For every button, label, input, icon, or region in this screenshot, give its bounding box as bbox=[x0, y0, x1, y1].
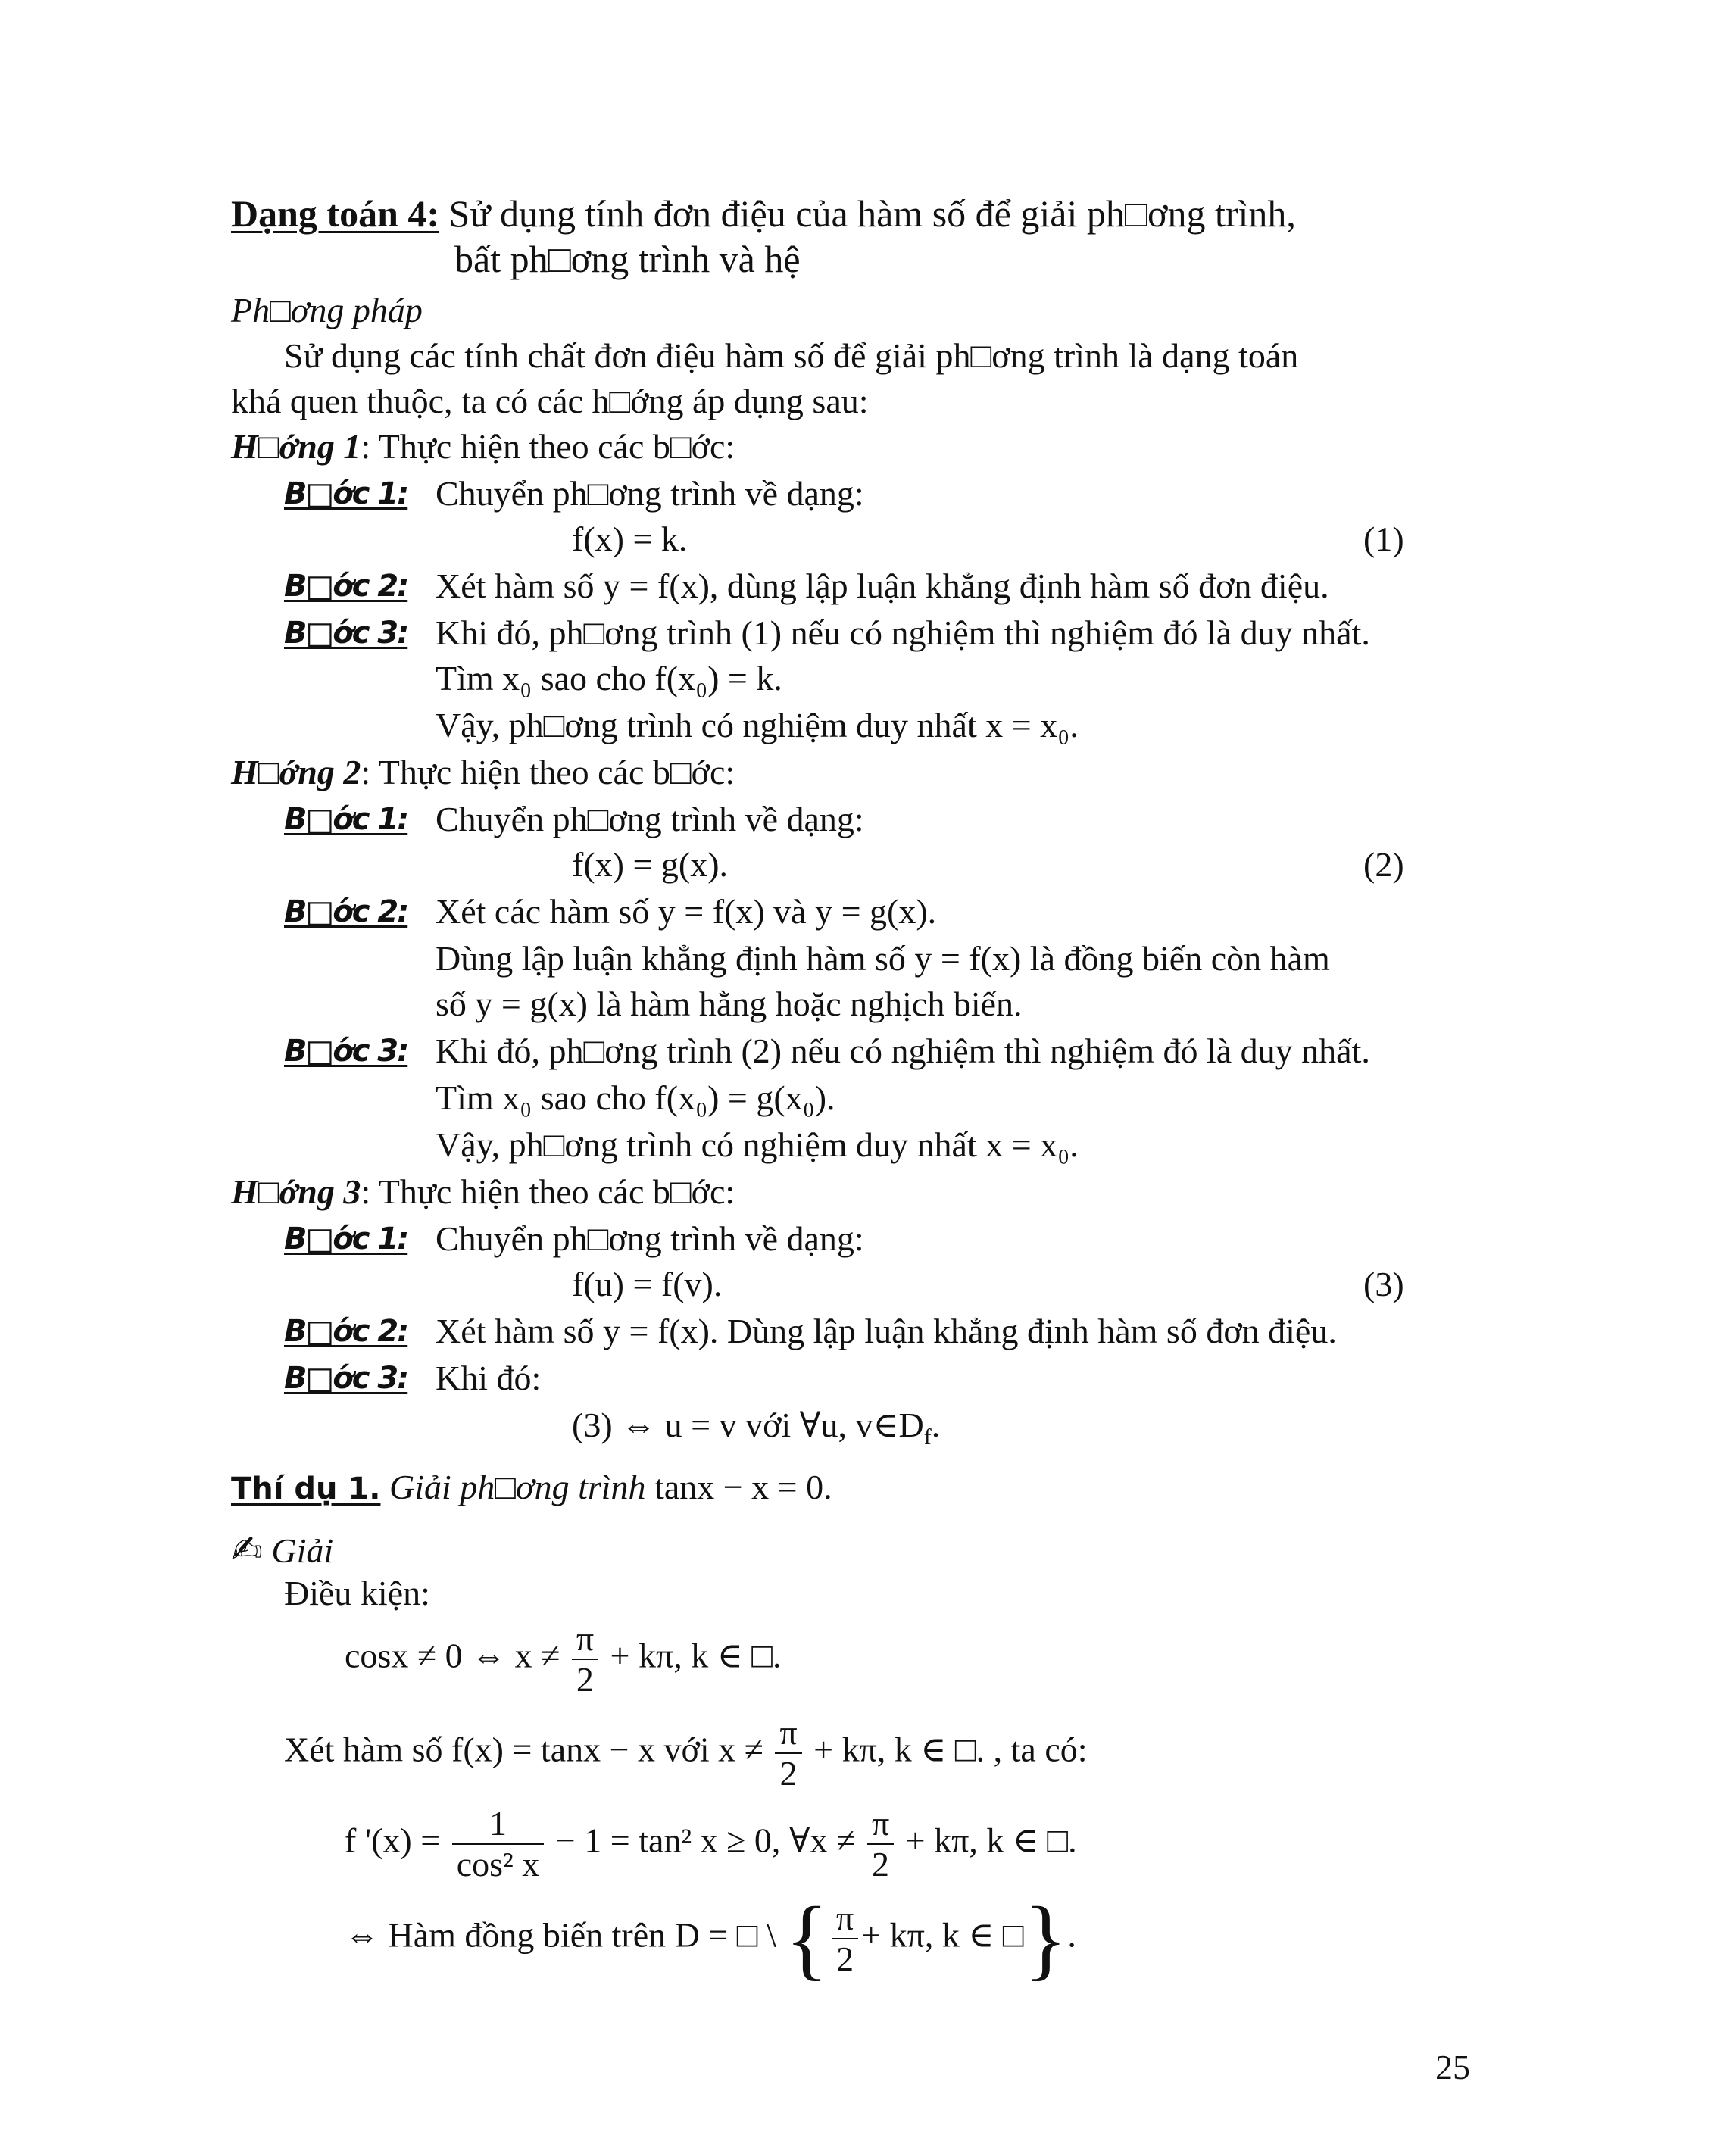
frac-num: π bbox=[775, 1713, 801, 1754]
d1-eq-number: (1) bbox=[1363, 520, 1404, 558]
consider-function bbox=[284, 1713, 1088, 1793]
section-title-line1: Sử dụng tính đơn điệu của hàm số để giải ph□ơng trình, bbox=[448, 192, 1296, 235]
d3-equiv-text: (3) ⇔ u = v với ∀u, v∈D bbox=[572, 1406, 924, 1444]
consider-right: + kπ, k ∈ □. , ta có: bbox=[813, 1730, 1088, 1769]
brace-open: { bbox=[785, 1888, 829, 1989]
method-intro-line2: khá quen thuộc, ta có các h□ớng áp dụng sau: bbox=[231, 382, 869, 420]
d3-equiv-dot: . bbox=[931, 1406, 941, 1444]
conclusion-dot: . bbox=[1067, 1915, 1076, 1955]
derivative-formula bbox=[345, 1804, 1077, 1884]
solution-label: Giải bbox=[271, 1531, 334, 1570]
d3-step3-label: B□ớc 3: bbox=[284, 1361, 408, 1396]
d2-eq-number: (2) bbox=[1363, 845, 1404, 884]
d1-step2-text: Xét hàm số y = f(x), dùng lập luận khẳng định hàm số đơn điệu. bbox=[436, 566, 1329, 605]
frac-den: 2 bbox=[779, 1754, 798, 1793]
writing-hand-icon: ✍ bbox=[231, 1528, 263, 1571]
fraction-pi-over-2 bbox=[832, 1899, 858, 1979]
direction-1-desc: : Thực hiện theo các b□ớc: bbox=[361, 427, 735, 466]
consider-left: Xét hàm số f(x) = tanx − x với x ≠ bbox=[284, 1730, 763, 1769]
d2-step2-line1: Xét các hàm số y = f(x) và y = g(x). bbox=[436, 892, 937, 931]
frac-num: π bbox=[867, 1804, 894, 1845]
d1-step3-line2: Tìm x₀ sao cho f(x₀) = k. bbox=[436, 659, 782, 697]
d3-step1-label: B□ớc 1: bbox=[284, 1222, 408, 1256]
d3-step2-text: Xét hàm số y = f(x). Dùng lập luận khẳng định hàm số đơn điệu. bbox=[436, 1312, 1337, 1350]
method-intro-line1: Sử dụng các tính chất đơn điệu hàm số để giải ph□ơng trình là dạng toán bbox=[284, 336, 1299, 375]
d3-step3-line1: Khi đó: bbox=[436, 1359, 542, 1397]
d2-equation: f(x) = g(x). bbox=[572, 845, 729, 884]
d2-step3-label: B□ớc 3: bbox=[284, 1034, 408, 1069]
d2-step3-line2: Tìm x₀ sao cho f(x₀) = g(x₀). bbox=[436, 1078, 835, 1117]
cond-left: cosx ≠ 0 ⇔ x ≠ bbox=[345, 1636, 560, 1675]
brace-close: } bbox=[1023, 1888, 1068, 1989]
section-label: Dạng toán 4: bbox=[231, 192, 440, 235]
frac-num: 1 bbox=[452, 1804, 545, 1845]
example-1 bbox=[231, 1465, 832, 1512]
example-label: Thí dụ 1. bbox=[231, 1471, 381, 1506]
fraction-pi-over-2 bbox=[572, 1619, 598, 1699]
d1-step3-line1: Khi đó, ph□ơng trình (1) nếu có nghiệm thì nghiệm đó là duy nhất. bbox=[436, 613, 1370, 652]
direction-1-heading bbox=[231, 424, 735, 470]
d1-step1-label: B□ớc 1: bbox=[284, 476, 408, 511]
d3-equation: f(u) = f(v). bbox=[572, 1265, 723, 1303]
cond-right: + kπ, k ∈ □. bbox=[610, 1636, 782, 1675]
page-number: 25 bbox=[1435, 2048, 1470, 2086]
d3-step1-text: Chuyển ph□ơng trình về dạng: bbox=[436, 1219, 864, 1258]
d2-step2-label: B□ớc 2: bbox=[284, 894, 408, 929]
section-heading bbox=[231, 191, 1296, 236]
conclusion-inner: + kπ, k ∈ □ bbox=[861, 1915, 1024, 1955]
d2-step1-label: B□ớc 1: bbox=[284, 802, 408, 837]
deriv-left: f '(x) = bbox=[345, 1821, 441, 1860]
direction-3-desc: : Thực hiện theo các b□ớc: bbox=[361, 1172, 735, 1211]
example-text: Giải ph□ơng trình bbox=[389, 1468, 646, 1506]
condition-formula bbox=[345, 1619, 782, 1699]
direction-3-heading bbox=[231, 1169, 735, 1215]
direction-1-label: H□ớng 1 bbox=[231, 427, 361, 466]
d3-step2-label: B□ớc 2: bbox=[284, 1314, 408, 1349]
d1-step3-label: B□ớc 3: bbox=[284, 616, 408, 651]
d1-step1-text: Chuyển ph□ơng trình về dạng: bbox=[436, 474, 864, 513]
d1-step3-line3: Vậy, ph□ơng trình có nghiệm duy nhất x = x₀. bbox=[436, 706, 1079, 744]
d1-step2-label: B□ớc 2: bbox=[284, 569, 408, 604]
fraction-pi-over-2 bbox=[867, 1804, 894, 1884]
direction-3-label: H□ớng 3 bbox=[231, 1172, 361, 1211]
frac-num: π bbox=[832, 1899, 858, 1939]
direction-2-heading bbox=[231, 750, 735, 795]
frac-num: π bbox=[572, 1619, 598, 1660]
deriv-right: + kπ, k ∈ □. bbox=[905, 1821, 1077, 1860]
conclusion-left: ⇔ Hàm đồng biến trên D = □ \ bbox=[345, 1915, 776, 1955]
d2-step3-line3: Vậy, ph□ơng trình có nghiệm duy nhất x = x₀. bbox=[436, 1125, 1079, 1164]
frac-den: 2 bbox=[836, 1939, 854, 1978]
d2-step2-line3: số y = g(x) là hàm hằng hoặc nghịch biến. bbox=[436, 985, 1023, 1023]
frac-den: 2 bbox=[576, 1660, 594, 1699]
fraction-one-over-cos2 bbox=[452, 1804, 545, 1884]
condition-label: Điều kiện: bbox=[284, 1574, 430, 1612]
d2-step1-text: Chuyển ph□ơng trình về dạng: bbox=[436, 800, 864, 838]
fraction-pi-over-2 bbox=[775, 1713, 801, 1793]
direction-2-desc: : Thực hiện theo các b□ớc: bbox=[361, 753, 735, 791]
frac-den: 2 bbox=[872, 1845, 890, 1883]
direction-2-label: H□ớng 2 bbox=[231, 753, 361, 791]
d1-equation: f(x) = k. bbox=[572, 520, 688, 558]
example-equation: tanx − x = 0. bbox=[654, 1468, 832, 1506]
d3-equiv-sub: f bbox=[923, 1425, 932, 1450]
d2-step2-line2: Dùng lập luận khẳng định hàm số y = f(x) là đồng biến còn hàm bbox=[436, 939, 1330, 978]
section-title-line2: bất ph□ơng trình và hệ bbox=[454, 238, 801, 280]
d3-step3-equiv bbox=[572, 1403, 940, 1448]
d2-step3-line1: Khi đó, ph□ơng trình (2) nếu có nghiệm thì nghiệm đó là duy nhất. bbox=[436, 1031, 1370, 1070]
deriv-mid: − 1 = tan² x ≥ 0, ∀x ≠ bbox=[555, 1821, 856, 1860]
solution-heading bbox=[231, 1527, 333, 1574]
d3-eq-number: (3) bbox=[1363, 1265, 1404, 1303]
frac-den: cos² x bbox=[456, 1845, 540, 1883]
method-heading: Ph□ơng pháp bbox=[231, 291, 423, 329]
conclusion-formula bbox=[345, 1888, 1076, 1989]
